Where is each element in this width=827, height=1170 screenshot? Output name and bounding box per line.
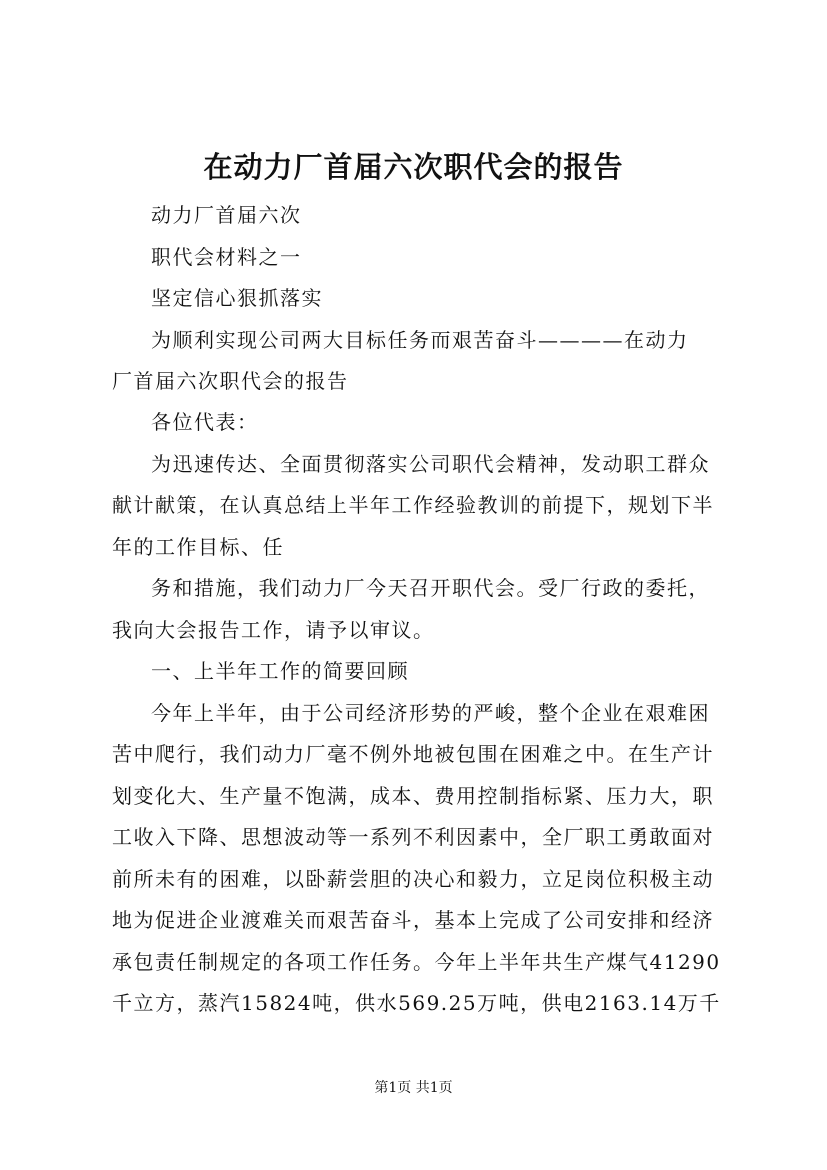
text-line: 工收入下降、思想波动等一系列不利因素中，全厂职工勇敢面对: [112, 825, 714, 849]
text-line: 务和措施，我们动力厂今天召开职代会。受厂行政的委托，: [151, 576, 710, 600]
text-line: 千立方，蒸汽15824吨，供水569.25万吨，供电2163.14万千: [112, 991, 721, 1015]
text-line: 献计献策，在认真总结上半年工作经验教训的前提下，规划下半: [112, 493, 714, 517]
text-line: 各位代表：: [151, 410, 259, 434]
text-line: 划变化大、生产量不饱满，成本、费用控制指标紧、压力大，职: [112, 784, 714, 808]
text-line: 苦中爬行，我们动力厂毫不例外地被包围在困难之中。在生产计: [112, 742, 714, 766]
text-line: 承包责任制规定的各项工作任务。今年上半年共生产煤气41290: [112, 950, 721, 974]
text-line: 坚定信心狠抓落实: [151, 286, 323, 310]
page-footer: 第1页 共1页: [374, 1080, 453, 1096]
text-line: 厂首届六次职代会的报告: [112, 369, 349, 393]
text-line: 动力厂首届六次: [151, 203, 302, 227]
text-line: 地为促进企业渡难关而艰苦奋斗，基本上完成了公司安排和经济: [112, 908, 714, 932]
text-line: 我向大会报告工作，请予以审议。: [112, 618, 435, 642]
text-line: 今年上半年，由于公司经济形势的严峻，整个企业在艰难困: [151, 701, 710, 725]
text-line: 为迅速传达、全面贯彻落实公司职代会精神，发动职工群众: [151, 452, 710, 476]
text-line: 职代会材料之一: [151, 245, 302, 269]
text-line: 为顺利实现公司两大目标任务而艰苦奋斗————在动力: [151, 328, 689, 352]
document-title: 在动力厂首届六次职代会的报告: [203, 150, 624, 184]
text-line: 年的工作目标、任: [112, 535, 284, 559]
section-heading: 一、上半年工作的简要回顾: [151, 659, 409, 683]
text-line: 前所未有的困难，以卧薪尝胆的决心和毅力，立足岗位积极主动: [112, 867, 714, 891]
